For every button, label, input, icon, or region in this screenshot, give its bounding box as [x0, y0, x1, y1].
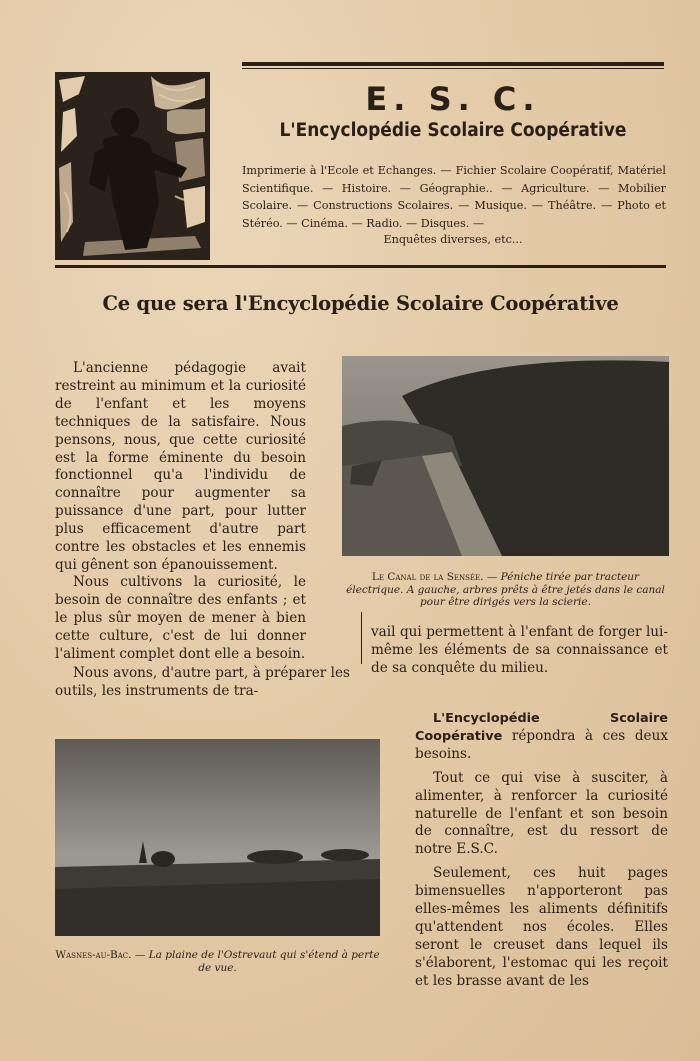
canal-photo	[342, 356, 669, 556]
article-column-right-top	[371, 624, 668, 684]
header-rule-thick	[242, 62, 664, 66]
caption-place: Wasnes-au-Bac.	[55, 949, 132, 961]
article-column-left-middle	[55, 574, 306, 670]
paragraph-5	[415, 710, 668, 764]
plain-photo-caption	[55, 949, 380, 974]
paragraph-1: L'ancienne pédagogie avait restreint au minimum et la curiosité de l'enfant et les moyens techniques de la satisfaire. Nous pensons, nous, que cette curiosité est la forme éminente du besoin fonctionnel qu'a l'individu de connaître pour augmenter sa puissance d'une part, pour lutter plus efficacement d'autre part contre les obstacles et les ennemis qui gênent son épanouissement.	[55, 360, 306, 573]
publication-title: L'Encyclopédie Scolaire Coopérative	[279, 120, 627, 141]
article-column-left-bottom	[55, 665, 350, 707]
woodcut-illustration	[55, 72, 210, 260]
article-column-right-bottom	[415, 710, 668, 997]
logo-text: E. S. C.	[365, 80, 541, 118]
article-column-left-top	[55, 360, 306, 581]
paragraph-2: Nous cultivons la curiosité, le besoin de connaître des enfants ; et le plus sûr moyen de mener à bien cette culture, c'est de lui donner l'aliment complet dont elle a besoin.	[55, 574, 306, 662]
header-bottom-rule	[55, 265, 666, 268]
header-rule-thin	[242, 68, 664, 69]
caption-place: Le Canal de la Sensée.	[371, 571, 484, 583]
article-headline: Ce que sera l'Encyclopédie Scolaire Coopérative	[102, 292, 619, 315]
paragraph-3: Nous avons, d'autre part, à préparer les outils, les instruments de tra-	[55, 665, 350, 699]
paragraph-7: Seulement, ces huit pages bimensuelles n'apporteront pas elles-mêmes les aliments définitifs qu'attendent nos écoles. Elles seront le creuset dans lequel ils s'élaborent, l'estomac qui les reçoit et les brasse avant de les	[415, 865, 668, 989]
column-divider	[361, 612, 362, 664]
caption-text: — Péniche tirée par tracteur électrique. A gauche, arbres prêts à être jetés dans le canal pour être dirigés vers la scierie.	[346, 571, 665, 608]
paragraph-5-text: répondra à ces deux besoins.	[415, 727, 668, 762]
paragraph-4: vail qui permettent à l'enfant de forger lui-même les éléments de sa connaissance et de sa conquête du milieu.	[371, 624, 668, 676]
caption-text: — La plaine de l'Ostrevaut qui s'étend à perte de vue.	[131, 949, 380, 974]
topics-list-end: Enquêtes diverses, etc...	[383, 233, 523, 246]
canal-photo-caption	[342, 571, 669, 609]
topics-list: Imprimerie à l'Ecole et Echanges. — Fichier Scolaire Coopératif, Matériel Scientifique. — Histoire. — Géographie.. — Agriculture. — Mobilier Scolaire. — Constructions Scolaires. — Musique. — Théâtre. — Photo et Stéréo. — Cinéma. — Radio. — Disques. —	[242, 164, 666, 230]
paragraph-6: Tout ce qui vise à susciter, à alimenter, à renforcer la curiosité naturelle de l'enfant et son besoin de connaître, est du ressort de notre E.S.C.	[415, 769, 668, 858]
plain-photo	[55, 739, 380, 936]
encyclopedia-name-bold: L'Encyclopédie Scolaire Coopérative	[415, 711, 668, 744]
